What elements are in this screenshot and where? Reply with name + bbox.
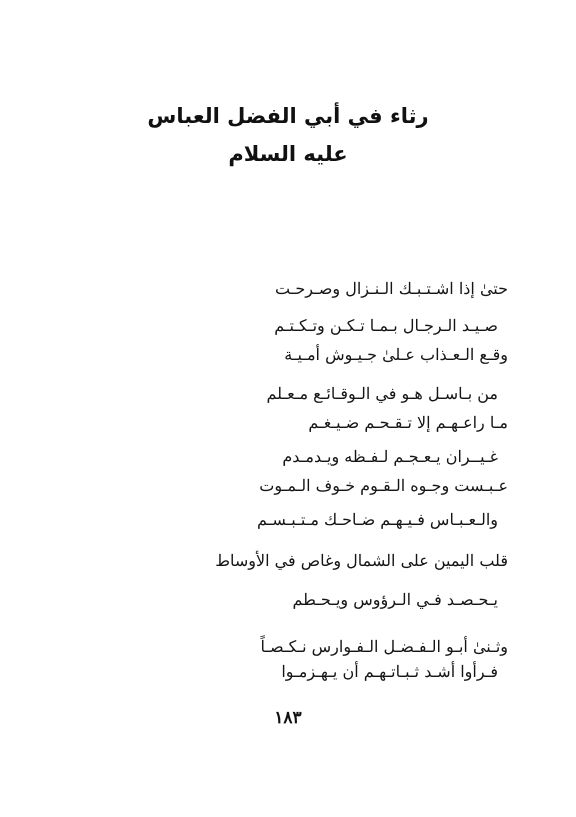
verse-line: حتىٰ إذا اشـتـبـك الـنـزال وصـرحـت	[274, 279, 508, 298]
verse-line: عـبـست وجـوه الـقـوم خـوف الـمـوت	[259, 476, 508, 495]
verse-line: مـا راعـهـم إلا تـقـحـم ضـيـغـم	[308, 413, 508, 432]
verse-line: صـيـد الـرجـال بـمـا تـكـن وتـكـتـم	[274, 316, 498, 335]
verse-line: من بـاسـل هـو في الـوقـائـع مـعـلم	[266, 384, 498, 403]
page-number: ١٨٣	[274, 708, 302, 728]
verse-line: يـحـصـد فـي الـرؤوس ويـحـطم	[292, 590, 498, 609]
verse-line: وقـع الـعـذاب عـلىٰ جـيـوش أمـيـة	[284, 345, 508, 364]
verse-line: فـرأوا أشـد ثـبـاتـهـم أن يـهـزمـوا	[281, 662, 498, 681]
verse-line: قلب اليمين على الشمال وغاص في الأوساط	[215, 551, 508, 570]
poem-title: رثاء في أبي الفضل العباس	[147, 104, 429, 128]
verse-line: والـعـبـاس فـيـهـم ضـاحـك مـتـبـسـم	[257, 510, 498, 529]
verse-line: وثـنىٰ أبـو الـفـضـل الـفـوارس نـكـصـاً	[260, 637, 508, 656]
poem-subtitle: عليه السلام	[228, 142, 348, 166]
verse-line: غـيــران يـعـجـم لـفـظه ويـدمـدم	[282, 447, 498, 466]
